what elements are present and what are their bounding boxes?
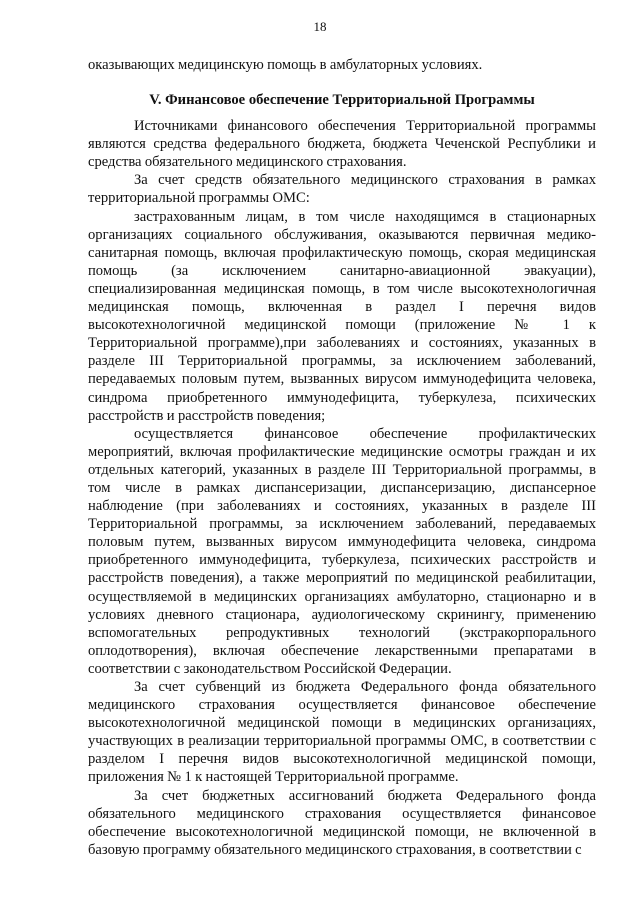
section-heading: V. Финансовое обеспечение Территориальной Программы [149, 92, 535, 109]
paragraph-funding-sources: Источниками финансового обеспечения Территориальной программы являются средства федерального бюджета, бюджета Чеченской Республики и средства обязательного медицинского страхования. [88, 118, 596, 171]
paragraph-preventive-measures: осуществляется финансовое обеспечение профилактических мероприятий, включая профилактические медицинские осмотры граждан и их отдельных категорий, указанных в разделе III Территориальной программы, в том числе в рамках диспансеризации, диспансеризацию, диспансерное наблюдение (при заболеваниях и состояниях, указанных в разделе III Территориальной программы, за исключением заболеваний, передаваемых половым путем, вызванных вирусом иммунодефицита человека, синдрома приобретенного иммунодефицита, туберкулеза, психических расстройств и расстройств поведения), а также мероприятий по медицинской реабилитации, осуществляемой в медицинских организациях амбулаторно, стационарно и в условиях дневного стационара, аудиологическому скринингу, применению вспомогательных репродуктивных технологий (экстракорпорального оплодотворения), включая обеспечение лекарственными препаратами в соответствии с законодательством Российской Федерации. [88, 425, 596, 677]
continuation-line: оказывающих медицинскую помощь в амбулаторных условиях. [88, 57, 483, 73]
paragraph-insured-persons: застрахованным лицам, в том числе находящимся в стационарных организациях социального обслуживания, оказываются первичная медико-санитарная помощь, включая профилактическую помощь, скорая медицинская помощь (за исключением санитарно-авиационной эвакуации), специализированная медицинская помощь, в том числе высокотехнологичная медицинская помощь, включенная в раздел I перечня видов высокотехнологичной медицинской помощи (приложение № 1 к Территориальной программе),при заболеваниях и состояниях, указанных в разделе III Территориальной программы, за исключением заболеваний, передаваемых половым путем, вызванных вирусом иммунодефицита человека, синдрома приобретенного иммунодефицита, туберкулеза, психических расстройств и расстройств поведения; [88, 208, 596, 424]
paragraph-oms-intro: За счет средств обязательного медицинского страхования в рамках территориальной программы ОМС: [88, 172, 596, 207]
paragraph-subventions: За счет субвенций из бюджета Федерального фонда обязательного медицинского страхования осуществляется финансовое обеспечение высокотехнологичной медицинской помощи в медицинских организациях, участвующих в реализации территориальной программы ОМС, в соответствии с разделом I перечня видов высокотехнологичной медицинской помощи, приложения № 1 к настоящей Территориальной программе. [88, 679, 596, 786]
page-content [88, 56, 596, 859]
paragraph-budget-allocations: За счет бюджетных ассигнований бюджета Федерального фонда обязательного медицинского страхования осуществляется финансовое обеспечение высокотехнологичной медицинской помощи, не включенной в базовую программу обязательного медицинского страхования, в соответствии с [88, 787, 596, 858]
page-number: 18 [313, 19, 327, 34]
